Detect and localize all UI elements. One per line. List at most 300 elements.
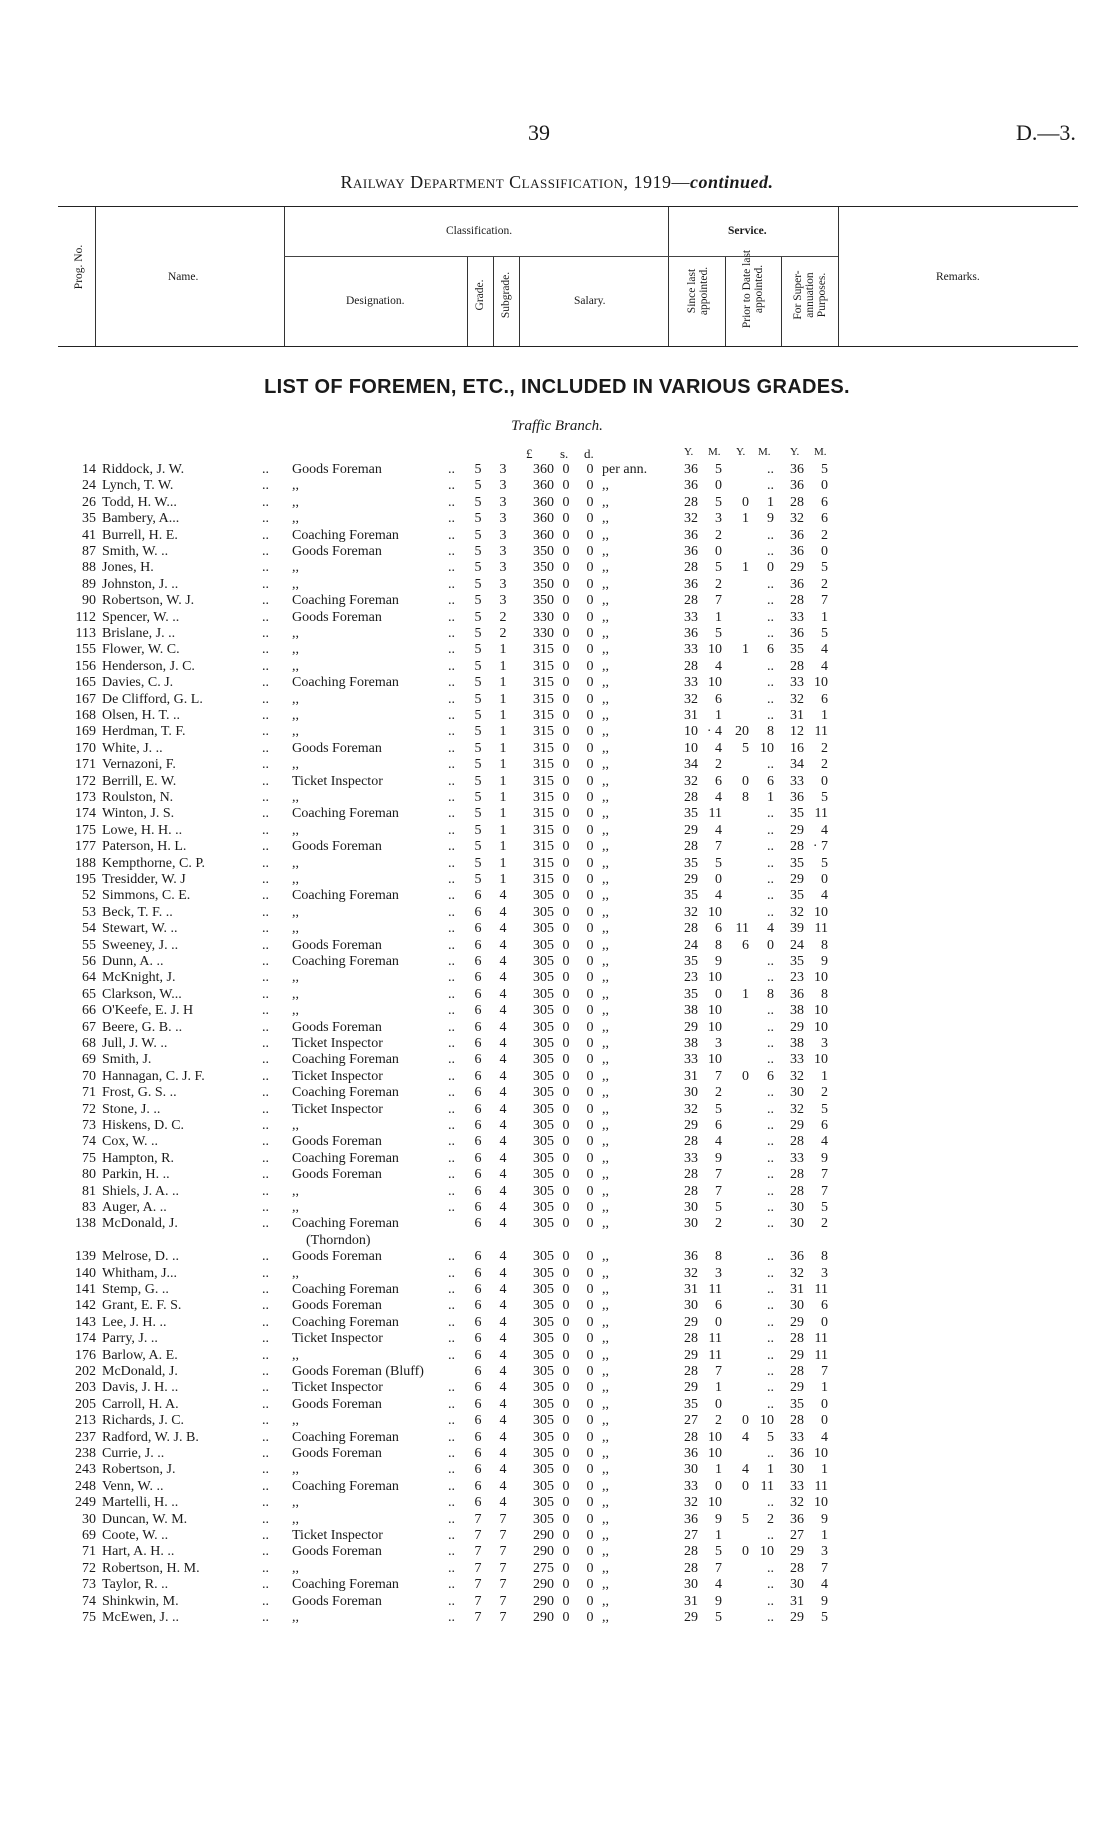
cell-m1: 5 — [715, 1610, 722, 1625]
cell-y3: 32 — [790, 904, 804, 920]
cell-d2: .. — [448, 1003, 455, 1019]
cell-prog: 56 — [82, 954, 96, 969]
cell-prog: 54 — [82, 921, 96, 937]
cell-d: 0 — [586, 1249, 594, 1265]
divider — [725, 257, 726, 346]
cell-s: 0 — [562, 1118, 570, 1133]
cell-m3: 8 — [821, 1249, 828, 1265]
cell-des: ,, — [292, 478, 299, 494]
cell-d2: .. — [448, 1347, 455, 1363]
cell-s: 0 — [562, 740, 570, 756]
cell-m3: 7 — [821, 1183, 828, 1199]
cell-sub: 4 — [499, 888, 507, 904]
cell-per: ,, — [602, 954, 609, 969]
cell-s: 0 — [562, 576, 570, 592]
table-row — [0, 462, 1114, 478]
cell-y3: 35 — [790, 1396, 804, 1412]
cell-per: ,, — [602, 1577, 609, 1593]
cell-grade: 5 — [474, 724, 482, 740]
cell-sal: 350 — [533, 576, 554, 592]
cell-y1: 28 — [684, 1331, 698, 1347]
cell-sal: 305 — [533, 970, 554, 986]
cell-sub: 4 — [499, 1396, 507, 1412]
cell-y3: 24 — [790, 937, 804, 953]
cell-m1: 2 — [715, 1216, 722, 1232]
cell-y1: 30 — [684, 1085, 698, 1101]
cell-per: ,, — [602, 658, 609, 674]
cell-per: ,, — [602, 1331, 609, 1347]
cell-per: ,, — [602, 544, 609, 559]
table-row — [0, 790, 1114, 806]
cell-d2: .. — [448, 1019, 455, 1035]
cell-name: Beck, T. F. .. — [102, 904, 173, 920]
table-row — [0, 757, 1114, 773]
cell-grade: 7 — [474, 1511, 482, 1527]
cell-d2: .. — [448, 1052, 455, 1068]
cell-d: 0 — [586, 724, 594, 740]
cell-m2: .. — [767, 1364, 774, 1379]
cell-d1: .. — [262, 806, 269, 822]
cell-per: ,, — [602, 1134, 609, 1150]
cell-m2: .. — [767, 1052, 774, 1068]
cell-y1: 31 — [684, 708, 698, 723]
cell-sal: 315 — [533, 806, 554, 822]
cell-y1: 28 — [684, 1544, 698, 1560]
cell-prog: 75 — [82, 1610, 96, 1625]
cell-d: 0 — [586, 888, 594, 904]
cell-y1: 32 — [684, 1265, 698, 1281]
cell-sal: 315 — [533, 757, 554, 773]
classification-title — [0, 172, 1114, 193]
cell-des: ,, — [292, 904, 299, 920]
cell-prog: 75 — [82, 1150, 96, 1166]
cell-d2: .. — [448, 1068, 455, 1084]
cell-d: 0 — [586, 855, 594, 871]
cell-grade: 6 — [474, 1134, 482, 1150]
list-title: LIST OF FOREMEN, ETC., INCLUDED IN VARIOUS GRADES. — [264, 376, 850, 398]
cell-name: Vernazoni, F. — [102, 757, 176, 773]
cell-name: Taylor, R. .. — [102, 1577, 169, 1593]
table-row — [0, 626, 1114, 642]
cell-sub: 4 — [499, 1150, 507, 1166]
cell-des: Coaching Foreman — [292, 675, 399, 691]
cell-s: 0 — [562, 1167, 570, 1183]
cell-sal: 305 — [533, 1167, 554, 1183]
cell-d2: .. — [448, 954, 455, 969]
cell-d2: .. — [448, 1134, 455, 1150]
cell-y1: 36 — [684, 527, 698, 543]
cell-sub: 4 — [499, 1118, 507, 1133]
cell-des: Coaching Foreman — [292, 1216, 399, 1232]
cell-s: 0 — [562, 1413, 570, 1429]
cell-name: Stone, J. .. — [102, 1101, 161, 1117]
cell-y2: 0 — [742, 1413, 749, 1429]
cell-d2: .. — [448, 1544, 455, 1560]
cell-per: ,, — [602, 970, 609, 986]
cell-m2: .. — [767, 806, 774, 822]
cell-s: 0 — [562, 937, 570, 953]
cell-m1: 10 — [708, 1019, 722, 1035]
cell-per: ,, — [602, 1511, 609, 1527]
cell-sub: 3 — [499, 560, 507, 576]
table-row — [0, 1315, 1114, 1331]
cell-per: per ann. — [602, 462, 648, 477]
cell-m1: 4 — [715, 822, 722, 838]
cell-per: ,, — [602, 937, 609, 953]
cell-sub: 4 — [499, 1413, 507, 1429]
cell-y3: 28 — [790, 658, 804, 674]
cell-d1: .. — [262, 1085, 269, 1101]
cell-sal: 305 — [533, 1495, 554, 1511]
cell-m3: 5 — [821, 855, 828, 871]
cell-des: Goods Foreman — [292, 1019, 382, 1035]
table-row — [0, 1167, 1114, 1183]
cell-y3: 29 — [790, 1347, 804, 1363]
cell-sal: 315 — [533, 708, 554, 723]
cell-sub: 1 — [499, 822, 507, 838]
cell-d2: .. — [448, 1314, 455, 1330]
cell-s: 0 — [562, 970, 570, 986]
cell-d: 0 — [586, 1560, 594, 1576]
cell-des: ,, — [292, 1560, 299, 1576]
cell-d: 0 — [586, 609, 594, 625]
cell-s: 0 — [562, 724, 570, 740]
cell-prog: 203 — [75, 1380, 96, 1396]
cell-name: Melrose, D. .. — [102, 1249, 179, 1265]
cell-d1: .. — [262, 1380, 269, 1396]
cell-d: 0 — [586, 1544, 594, 1560]
cell-d: 0 — [586, 1478, 594, 1494]
cell-grade: 5 — [474, 790, 482, 805]
cell-name: Duncan, W. M. — [102, 1511, 188, 1527]
cell-name: Smith, J. — [102, 1052, 152, 1068]
table-row — [0, 970, 1114, 986]
table-row — [0, 823, 1114, 839]
cell-y1: 29 — [684, 1118, 698, 1133]
cell-grade: 6 — [474, 1380, 482, 1396]
cell-y3: 33 — [790, 773, 804, 789]
cell-s: 0 — [562, 1036, 570, 1051]
table-row — [0, 1020, 1114, 1036]
cell-m1: 7 — [715, 1068, 722, 1084]
cell-m3: 4 — [821, 1134, 828, 1150]
cell-per: ,, — [602, 1495, 609, 1511]
cell-des: Goods Foreman — [292, 740, 382, 756]
cell-grade: 6 — [474, 1167, 482, 1183]
cell-s: 0 — [562, 1183, 570, 1199]
cell-s: 0 — [562, 1380, 570, 1396]
cell-y3: 33 — [790, 675, 804, 691]
cell-sal: 290 — [533, 1577, 554, 1593]
cell-per: ,, — [602, 675, 609, 691]
cell-des: Goods Foreman — [292, 1134, 382, 1150]
cell-y1: 32 — [684, 691, 698, 707]
cell-y3: 28 — [790, 1331, 804, 1347]
cell-s: 0 — [562, 1298, 570, 1314]
cell-d1: .. — [262, 1249, 269, 1265]
cell-sub: 4 — [499, 1068, 507, 1084]
cell-y1: 28 — [684, 1134, 698, 1150]
cell-sub: 7 — [499, 1511, 507, 1527]
cell-name: Burrell, H. E. — [102, 527, 178, 543]
cell-s: 0 — [562, 1462, 570, 1478]
cell-des: ,, — [292, 1511, 299, 1527]
cell-s: 0 — [562, 462, 570, 477]
cell-per: ,, — [602, 1364, 609, 1379]
cell-m2: .. — [767, 1528, 774, 1543]
cell-per: ,, — [602, 921, 609, 937]
header-service: Service. — [728, 225, 767, 237]
cell-d1: .. — [262, 1019, 269, 1035]
cell-y3: 31 — [790, 708, 804, 723]
cell-d1: .. — [262, 1298, 269, 1314]
cell-d2: .. — [448, 1462, 455, 1478]
cell-y1: 10 — [684, 724, 698, 740]
cell-sub: 3 — [499, 494, 507, 510]
cell-m3: 9 — [821, 1511, 828, 1527]
cell-y2: 0 — [742, 773, 749, 789]
cell-per: ,, — [602, 757, 609, 773]
table-row — [0, 1069, 1114, 1085]
cell-sal: 305 — [533, 1331, 554, 1347]
cell-m2: .. — [767, 1282, 774, 1297]
cell-m1: 0 — [715, 544, 722, 559]
cell-d1: .. — [262, 1036, 269, 1051]
cell-m3: 4 — [821, 1577, 828, 1593]
cell-name: Brislane, J. .. — [102, 626, 176, 641]
cell-m1: 4 — [715, 1134, 722, 1150]
cell-sal: 305 — [533, 1478, 554, 1494]
cell-sub: 4 — [499, 1331, 507, 1347]
cell-m2: .. — [767, 970, 774, 986]
cell-m1: 5 — [715, 1544, 722, 1560]
cell-m1: 0 — [715, 478, 722, 494]
table-row — [0, 708, 1114, 724]
cell-y2: 11 — [735, 921, 749, 937]
cell-sal: 315 — [533, 658, 554, 674]
cell-sub: 3 — [499, 527, 507, 543]
cell-sal: 315 — [533, 790, 554, 805]
cell-des: Goods Foreman — [292, 839, 382, 855]
cell-m3: 10 — [814, 970, 828, 986]
cell-y3: 33 — [790, 1150, 804, 1166]
cell-d: 0 — [586, 1314, 594, 1330]
cell-m1: 10 — [708, 1429, 722, 1445]
cell-y3: 32 — [790, 691, 804, 707]
cell-d1: .. — [262, 1052, 269, 1068]
unit-months: M. — [758, 446, 771, 458]
cell-name: Hart, A. H. .. — [102, 1544, 175, 1560]
cell-m3: 4 — [821, 822, 828, 838]
cell-m1: 6 — [715, 691, 722, 707]
branch-title: Traffic Branch. — [511, 418, 603, 434]
cell-prog: 168 — [75, 708, 96, 723]
cell-s: 0 — [562, 658, 570, 674]
cell-d2: .. — [448, 511, 455, 527]
cell-m3: 2 — [821, 527, 828, 543]
cell-per: ,, — [602, 478, 609, 494]
table-row — [0, 1200, 1114, 1216]
cell-d1: .. — [262, 1200, 269, 1215]
cell-d2: .. — [448, 576, 455, 592]
cell-y1: 28 — [684, 560, 698, 576]
cell-sub: 4 — [499, 1183, 507, 1199]
cell-m3: 6 — [821, 691, 828, 707]
table-header — [58, 206, 1078, 347]
cell-y3: 30 — [790, 1577, 804, 1593]
cell-y3: 32 — [790, 1265, 804, 1281]
cell-m3: 5 — [821, 462, 828, 477]
cell-name: Riddock, J. W. — [102, 462, 185, 477]
cell-s: 0 — [562, 855, 570, 871]
cell-m1: 0 — [715, 1396, 722, 1412]
cell-d1: .. — [262, 593, 269, 609]
cell-sub: 4 — [499, 1249, 507, 1265]
cell-y2: 1 — [742, 560, 749, 576]
cell-prog: 213 — [75, 1413, 96, 1429]
cell-sub: 7 — [499, 1577, 507, 1593]
cell-d2: .. — [448, 708, 455, 723]
cell-des: ,, — [292, 708, 299, 723]
cell-s: 0 — [562, 1331, 570, 1347]
cell-des: Ticket Inspector — [292, 1101, 383, 1117]
cell-grade: 5 — [474, 593, 482, 609]
cell-des: Ticket Inspector — [292, 1036, 383, 1051]
cell-prog: 73 — [82, 1118, 96, 1133]
cell-sub: 4 — [499, 1200, 507, 1215]
cell-sub: 1 — [499, 691, 507, 707]
cell-name: Bambery, A... — [102, 511, 180, 527]
cell-s: 0 — [562, 708, 570, 723]
cell-s: 0 — [562, 1446, 570, 1461]
cell-name: Coote, W. .. — [102, 1528, 169, 1543]
cell-sal: 360 — [533, 511, 554, 527]
cell-d2: .. — [448, 1183, 455, 1199]
cell-sub: 4 — [499, 937, 507, 953]
cell-d2: .. — [448, 822, 455, 838]
cell-m3: · 7 — [812, 839, 828, 855]
table-row — [0, 839, 1114, 855]
cell-d1: .. — [262, 675, 269, 691]
cell-grade: 6 — [474, 921, 482, 937]
cell-y3: 30 — [790, 1200, 804, 1215]
cell-m3: 1 — [821, 1528, 828, 1543]
cell-name: Winton, J. S. — [102, 806, 175, 822]
cell-grade: 5 — [474, 576, 482, 592]
table-row — [0, 806, 1114, 822]
cell-sub: 1 — [499, 658, 507, 674]
cell-m1: 5 — [715, 494, 722, 510]
cell-grade: 6 — [474, 1298, 482, 1314]
cell-prog: 69 — [82, 1528, 96, 1543]
cell-grade: 5 — [474, 544, 482, 559]
cell-m1: 5 — [715, 462, 722, 477]
cell-y3: 35 — [790, 888, 804, 904]
cell-y1: 30 — [684, 1298, 698, 1314]
cell-name: Smith, W. .. — [102, 544, 169, 559]
cell-prog: 65 — [82, 986, 96, 1002]
cell-grade: 6 — [474, 1036, 482, 1051]
cell-d1: .. — [262, 1560, 269, 1576]
cell-prog: 138 — [75, 1216, 96, 1232]
cell-y2: 1 — [742, 986, 749, 1002]
cell-y3: 29 — [790, 1544, 804, 1560]
cell-sub: 4 — [499, 986, 507, 1002]
divider — [467, 257, 468, 346]
cell-grade: 5 — [474, 560, 482, 576]
cell-d: 0 — [586, 462, 594, 477]
cell-sal: 305 — [533, 1150, 554, 1166]
cell-prog: 90 — [82, 593, 96, 609]
cell-prog: 248 — [75, 1478, 96, 1494]
cell-prog: 72 — [82, 1560, 96, 1576]
page-number: 39 — [528, 120, 550, 145]
cell-des: Ticket Inspector — [292, 773, 383, 789]
cell-des: ,, — [292, 872, 299, 887]
cell-name: Kempthorne, C. P. — [102, 855, 206, 871]
cell-m3: 5 — [821, 1101, 828, 1117]
cell-m2: .. — [767, 1396, 774, 1412]
cell-s: 0 — [562, 1478, 570, 1494]
cell-m1: 3 — [715, 511, 722, 527]
cell-m2: .. — [767, 1593, 774, 1609]
cell-d2: .. — [448, 790, 455, 805]
cell-name: Flower, W. C. — [102, 642, 180, 658]
cell-y1: 23 — [684, 970, 698, 986]
cell-m2: 1 — [767, 1462, 774, 1478]
cell-per: ,, — [602, 1528, 609, 1543]
cell-d2: .. — [448, 937, 455, 953]
cell-name: De Clifford, G. L. — [102, 691, 203, 707]
cell-d1: .. — [262, 1216, 269, 1232]
cell-sal: 290 — [533, 1528, 554, 1543]
cell-sal: 305 — [533, 921, 554, 937]
cell-y1: 36 — [684, 544, 698, 559]
cell-name: Barlow, A. E. — [102, 1347, 178, 1363]
cell-s: 0 — [562, 1314, 570, 1330]
cell-y1: 36 — [684, 576, 698, 592]
cell-d2: .. — [448, 855, 455, 871]
cell-prog: 142 — [75, 1298, 96, 1314]
cell-grade: 6 — [474, 1265, 482, 1281]
cell-per: ,, — [602, 708, 609, 723]
cell-d1: .. — [262, 691, 269, 707]
cell-d1: .. — [262, 462, 269, 477]
cell-per: ,, — [602, 1183, 609, 1199]
cell-d1: .. — [262, 757, 269, 773]
cell-sub: 4 — [499, 1003, 507, 1019]
cell-d1: .. — [262, 1150, 269, 1166]
cell-per: ,, — [602, 1413, 609, 1429]
cell-sal: 305 — [533, 1019, 554, 1035]
cell-d2: .. — [448, 1036, 455, 1051]
cell-m1: 1 — [715, 1462, 722, 1478]
cell-des: ,, — [292, 560, 299, 576]
divider — [668, 207, 669, 346]
cell-m3: 0 — [821, 544, 828, 559]
cell-y3: 32 — [790, 1495, 804, 1511]
cell-d: 0 — [586, 872, 594, 887]
cell-y3: 34 — [790, 757, 804, 773]
table-row — [0, 1610, 1114, 1626]
cell-m1: 6 — [715, 773, 722, 789]
cell-grade: 5 — [474, 708, 482, 723]
cell-sub: 4 — [499, 904, 507, 920]
cell-per: ,, — [602, 1478, 609, 1494]
cell-name: Hampton, R. — [102, 1150, 174, 1166]
cell-m2: .. — [767, 462, 774, 477]
cell-sal: 290 — [533, 1544, 554, 1560]
